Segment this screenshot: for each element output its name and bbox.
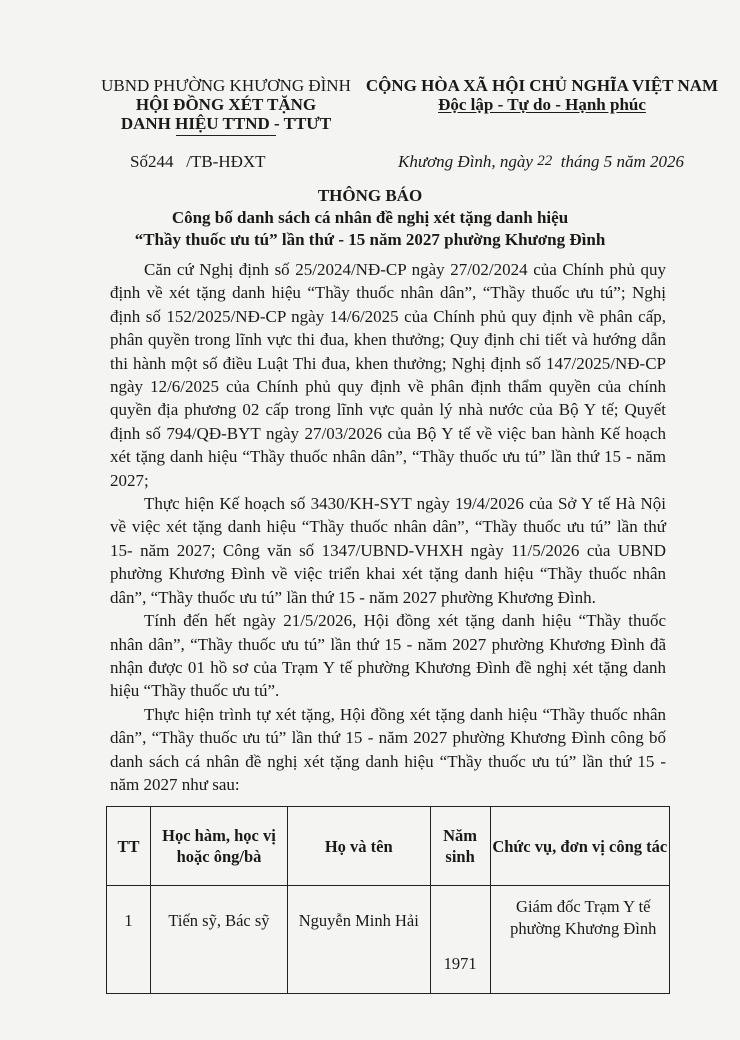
nominee-table [106, 806, 670, 994]
cell-position: Giám đốc Trạm Y tế phường Khương Đình [490, 886, 669, 994]
paragraph-legal-basis: Căn cứ Nghị định số 25/2024/NĐ-CP ngày 27/02/2024 của Chính phủ quy định về xét tặng danh hiệu “Thầy thuốc nhân dân”, “Thầy thuốc ưu tú”; Nghị định số 152/2025/NĐ-CP ngày 14/6/2025 của Chính phủ quy định về phân cấp, phân quyền trong lĩnh vực thi đua, khen thưởng; Quy định chi tiết và hướng dẫn thi hành một số điều Luật Thi đua, khen thưởng; Nghị định số 147/2025/NĐ-CP ngày 12/6/2025 của Chính phủ quy định về phân định thẩm quyền của chính quyền địa phương 02 cấp trong lĩnh vực quản lý nhà nước của Bộ Y tế; Quyết định số 794/QĐ-BYT ngày 27/03/2026 của Bộ Y tế về việc ban hành Kế hoạch xét tặng danh hiệu “Thầy thuốc nhân dân”, “Thầy thuốc ưu tú” lần thứ 15 - năm 2027; [110, 260, 666, 490]
agency-underline [176, 135, 276, 136]
table-header-row [107, 807, 670, 886]
table-row [107, 886, 670, 994]
cell-tt: 1 [107, 886, 151, 994]
agency-parent: UBND PHƯỜNG KHƯƠNG ĐÌNH [101, 76, 351, 95]
date-rest: tháng 5 năm 2026 [560, 152, 684, 171]
col-header-position: Chức vụ, đơn vị công tác [490, 807, 669, 886]
document-subtitle-line2 [0, 230, 740, 250]
paragraph-announcement: Thực hiện trình tự xét tặng, Hội đồng xét tặng danh hiệu “Thầy thuốc nhân dân”, “Thầy thuốc ưu tú” lần thứ 15 - năm 2027 phường Khương Đình công bố danh sách cá nhân đề nghị xét tặng danh hiệu “Thầy thuốc ưu tú” lần thứ 15 - năm 2027 như sau: [110, 704, 666, 794]
col-header-name: Họ và tên [287, 807, 430, 886]
date-place: Khương Đình, ngày [398, 152, 533, 171]
national-motto-block [362, 76, 722, 114]
document-subtitle-line1: Công bố danh sách cá nhân đề nghị xét tặng danh hiệu [171, 208, 569, 227]
col-header-year: Năm sinh [430, 807, 490, 886]
document-date [398, 152, 684, 172]
document-body [110, 258, 666, 796]
paragraph-implementation: Thực hiện Kế hoạch số 3430/KH-SYT ngày 19/4/2026 của Sở Y tế Hà Nội về việc xét tặng danh hiệu “Thầy thuốc nhân dân”, “Thầy thuốc ưu tú” lần thứ 15- năm 2027; Công văn số 1347/UBND-VHXH ngày 11/5/2026 của UBND phường Khương Đình về việc triển khai xét tặng danh hiệu “Thầy thuốc nhân dân”, “Thầy thuốc ưu tú” lần thứ 15 - năm 2027 phường Khương Đình. [110, 494, 666, 607]
paragraph-received: Tính đến hết ngày 21/5/2026, Hội đồng xét tặng danh hiệu “Thầy thuốc nhân dân”, “Thầy thuốc ưu tú” lần thứ 15 - năm 2027 phường Khương Đình đã nhận được 01 hồ sơ của Trạm Y tế phường Khương Đình đề nghị xét tặng danh hiệu “Thầy thuốc ưu tú”. [110, 611, 666, 701]
document-title: THÔNG BÁO [317, 186, 423, 205]
cell-degree: Tiến sỹ, Bác sỹ [151, 886, 288, 994]
col-header-tt: TT [107, 807, 151, 886]
date-day: 22 [537, 153, 553, 169]
document-number-suffix: /TB-HĐXT [186, 152, 266, 171]
subtitle-text: “Thầy thuốc ưu tú” lần thứ - 15 năm 2027 phường Khương Đình [134, 230, 606, 249]
cell-year: 1971 [430, 886, 490, 994]
agency-name-line1: HỘI ĐỒNG XÉT TẶNG [135, 95, 317, 114]
document-number-value: 244 [147, 152, 174, 171]
document-number-prefix: Số [130, 152, 148, 171]
document-number [130, 152, 266, 172]
issuing-agency-block [96, 76, 356, 136]
national-motto: Độc lập - Tự do - Hạnh phúc [438, 95, 646, 114]
col-header-degree: Học hàm, học vị hoặc ông/bà [151, 807, 288, 886]
national-title: CỘNG HÒA XÃ HỘI CHỦ NGHĨA VIỆT NAM [365, 76, 719, 95]
agency-name-line2: DANH HIỆU TTND - TTƯT [120, 114, 332, 133]
cell-name: Nguyễn Minh Hải [287, 886, 430, 994]
